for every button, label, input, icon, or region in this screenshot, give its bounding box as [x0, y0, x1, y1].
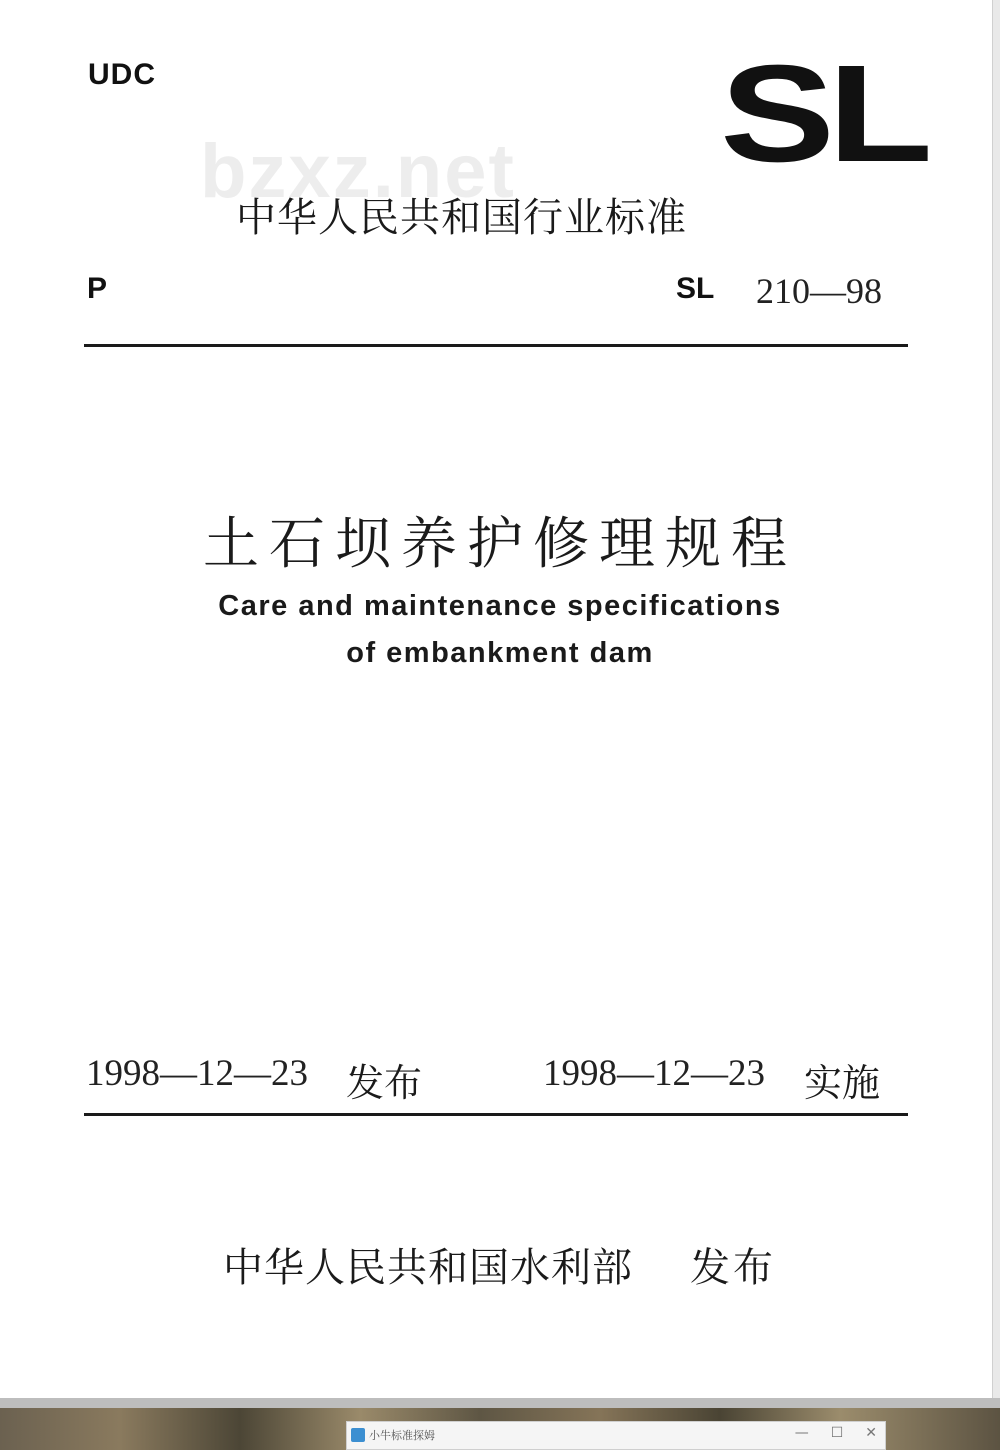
issue-label: 发布: [346, 1061, 423, 1105]
close-button[interactable]: ✕: [865, 1425, 877, 1441]
publisher-name: 中华人民共和国水利部: [223, 1245, 633, 1291]
title-english-line2: of embankment dam: [346, 637, 654, 669]
industry-standard-heading: 中华人民共和国行业标准: [236, 195, 687, 241]
watermark: bzxz.net: [200, 129, 516, 214]
minimize-button[interactable]: —: [794, 1425, 809, 1441]
window-controls: [795, 1425, 877, 1441]
implement-label: 实施: [804, 1061, 881, 1105]
issue-date: 1998—12—23: [86, 1053, 308, 1094]
udc-label: UDC: [88, 58, 156, 91]
implement-date: 1998—12—23: [543, 1053, 765, 1094]
category-code: P: [87, 272, 108, 305]
top-divider: [84, 344, 908, 347]
bottom-divider: [84, 1113, 908, 1116]
standard-code-prefix: SL: [676, 272, 715, 305]
sl-logo: SL: [720, 37, 926, 191]
publisher-action: 发布: [690, 1245, 776, 1291]
maximize-button[interactable]: ☐: [830, 1425, 844, 1441]
title-english-line1: Care and maintenance specifications: [218, 590, 782, 622]
app-icon: [351, 1428, 365, 1442]
window-title: 小牛标准探姆: [369, 1429, 435, 1442]
taskbar-window[interactable]: [346, 1421, 886, 1450]
standard-number: 210—98: [756, 271, 882, 311]
page-edge: [992, 0, 1000, 1398]
title-chinese: 土石坝养护修理规程: [203, 512, 797, 577]
